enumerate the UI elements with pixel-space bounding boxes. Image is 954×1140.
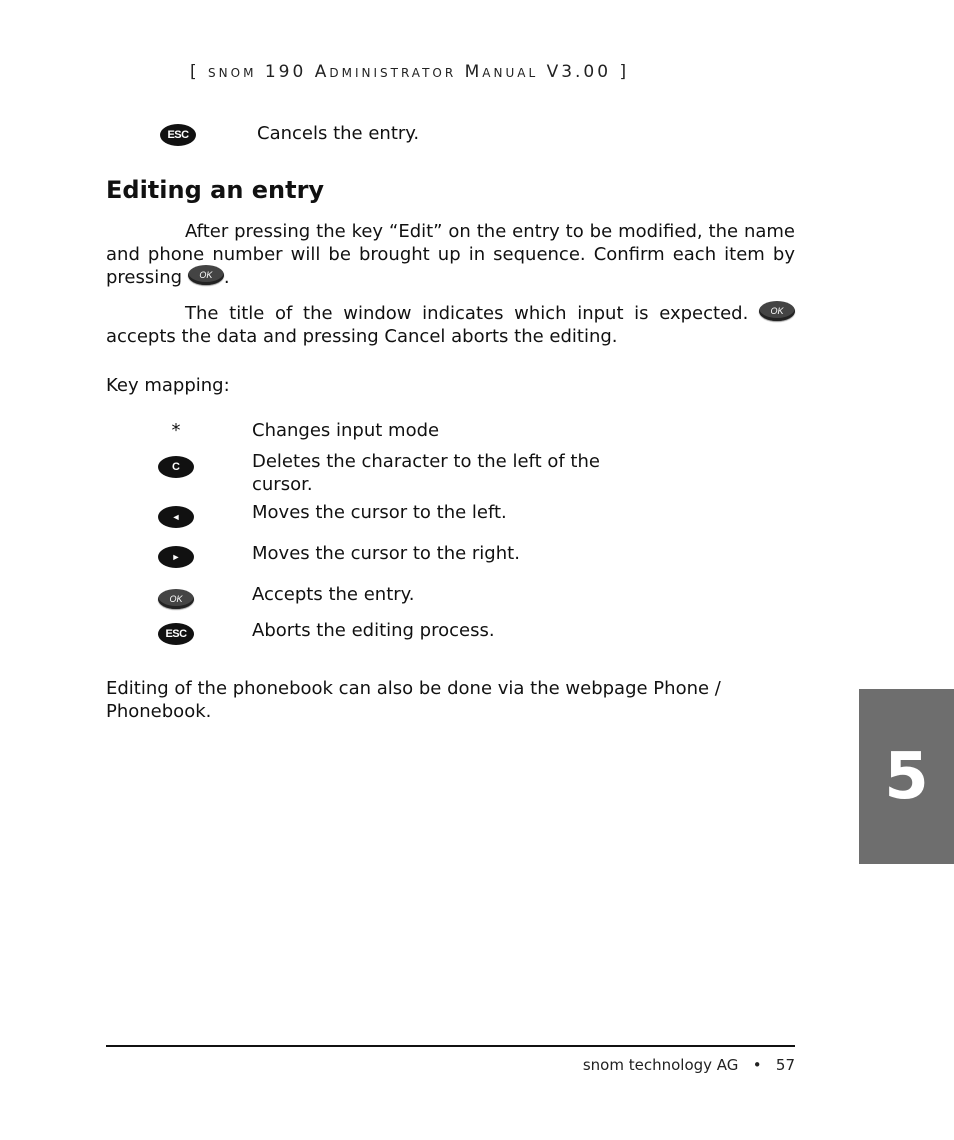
paragraph-window-title: [106, 302, 795, 348]
header-a: A: [314, 62, 330, 82]
c-key-icon: C: [158, 456, 194, 478]
ok-key-icon: OK: [759, 301, 795, 321]
running-header: [190, 62, 629, 82]
esc-key-icon: [160, 123, 196, 146]
section-title: Editing an entry: [106, 176, 325, 204]
header-close-bracket: ]: [619, 62, 630, 82]
paragraph-edit-intro: [106, 220, 795, 289]
keymap-desc-c: Deletes the character to the left of the cursor.: [252, 451, 600, 495]
footer-company: snom technology AG: [582, 1056, 739, 1074]
keymap-desc-ok: Accepts the entry.: [252, 584, 415, 605]
page-footer: [583, 1056, 795, 1074]
left-arrow-key-icon: ◄: [158, 506, 194, 528]
ok-key-icon: OK: [188, 265, 224, 285]
header-model: 190: [264, 62, 307, 82]
paragraph-edit-intro-text: After pressing the key “Edit” on the entry to be modified, the name and phone number will be brought up in sequence. Confirm each item by pressing: [106, 221, 795, 288]
header-brand: snom: [208, 62, 257, 82]
page-number: 57: [775, 1056, 795, 1074]
closing-paragraph: Editing of the phonebook can also be done via the webpage Phone / Phonebook.: [106, 678, 721, 722]
keymap-desc-esc: Aborts the editing process.: [252, 620, 495, 641]
header-open-bracket: [: [190, 62, 200, 82]
header-m: M: [464, 62, 483, 82]
keymap-desc-asterisk: Changes input mode: [252, 420, 440, 441]
esc-description: Cancels the entry.: [257, 123, 420, 144]
paragraph-window-title-text: The title of the window indicates which input is expected.: [185, 303, 749, 324]
chapter-tab: 5: [859, 689, 954, 864]
paragraph-edit-intro-end: .: [223, 267, 230, 288]
header-dministrator: dministrator: [329, 62, 457, 82]
esc-key-icon: ESC: [158, 623, 194, 645]
keymap-label: Key mapping:: [106, 375, 230, 396]
right-arrow-key-icon: ►: [158, 546, 194, 568]
ok-key-icon: OK: [158, 589, 194, 609]
footer-bullet: •: [752, 1056, 762, 1074]
footer-divider: [106, 1045, 795, 1047]
header-version: V3.00: [546, 62, 612, 82]
keymap-desc-left: Moves the cursor to the left.: [252, 502, 507, 523]
paragraph-window-title-after: accepts the data and pressing Cancel aborts the editing.: [106, 326, 618, 347]
asterisk-key-icon: *: [171, 420, 181, 441]
header-anual: anual: [482, 62, 539, 82]
keymap-desc-right: Moves the cursor to the right.: [252, 543, 520, 564]
esc-key-label: ESC: [160, 124, 196, 146]
